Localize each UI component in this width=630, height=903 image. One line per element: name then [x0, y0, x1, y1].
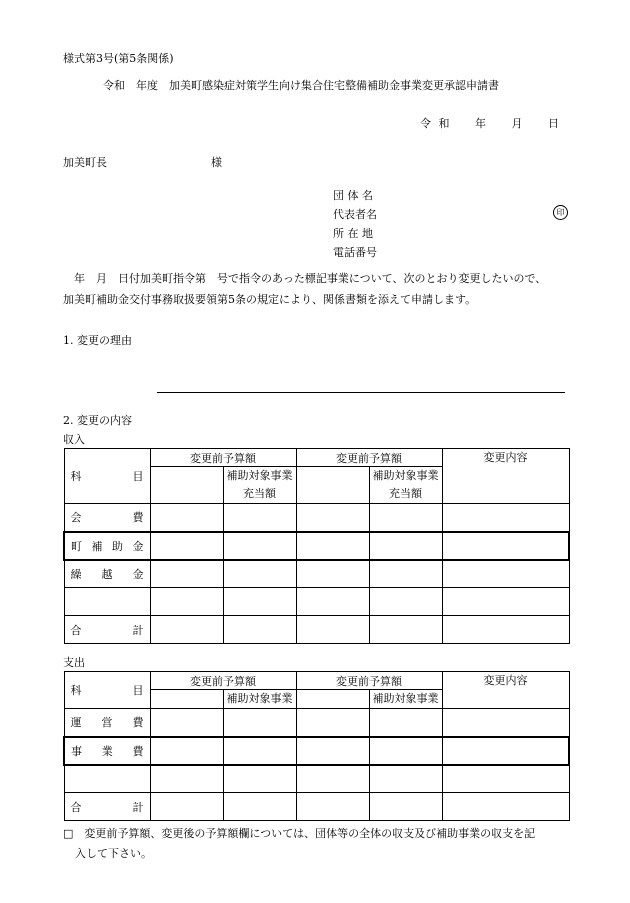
expense-before-total: [150, 690, 223, 709]
expense-cell[interactable]: [223, 793, 296, 821]
income-cell[interactable]: [442, 616, 569, 644]
expense-row-operation: [64, 709, 569, 737]
expense-cell[interactable]: [223, 709, 296, 737]
expense-cell[interactable]: [223, 737, 296, 765]
income-row-subsidy: [64, 532, 569, 560]
income-before-sub: 補助対象事業: [223, 467, 296, 486]
income-cell[interactable]: [369, 532, 442, 560]
expense-kamoku-header: 科 目: [64, 672, 150, 709]
expense-cell[interactable]: [442, 737, 569, 765]
expense-row-total: [64, 793, 569, 821]
expense-cell[interactable]: [150, 709, 223, 737]
expense-cell[interactable]: [296, 709, 369, 737]
addressee-name: 加美町長: [63, 156, 107, 169]
income-cell[interactable]: [223, 616, 296, 644]
expense-row-label: 運 営 費: [64, 709, 150, 737]
expense-row-label: 事 業 費: [64, 737, 150, 765]
expense-cell[interactable]: [369, 765, 442, 793]
expense-cell[interactable]: [442, 709, 569, 737]
expense-cell[interactable]: [223, 765, 296, 793]
reason-line: [157, 392, 565, 393]
section-change-reason: 1. 変更の理由: [63, 334, 132, 347]
expense-cell[interactable]: [442, 793, 569, 821]
footnote-line-1: □ 変更前予算額、変更後の予算額欄については、団体等の全体の収支及び補助事業の収支を記: [63, 827, 536, 840]
expense-cell[interactable]: [296, 765, 369, 793]
date-day: 日: [548, 117, 559, 130]
footnote: [63, 824, 535, 864]
applicant-block: [333, 186, 377, 262]
income-cell[interactable]: [369, 560, 442, 588]
expense-cell[interactable]: [442, 765, 569, 793]
income-cell[interactable]: [223, 504, 296, 532]
expense-row-project: [64, 737, 569, 765]
expense-content-header: 変更内容: [442, 672, 569, 709]
expense-before-header: 変更前予算額: [150, 672, 296, 690]
expense-table: [63, 671, 570, 821]
income-row-kaihi: [64, 504, 569, 532]
expense-after-total: [296, 690, 369, 709]
income-cell[interactable]: [296, 504, 369, 532]
addressee: [63, 154, 222, 170]
income-cell[interactable]: [296, 588, 369, 616]
income-before-sub2: 充当額: [223, 485, 296, 504]
income-cell[interactable]: [296, 532, 369, 560]
date-wa: 和: [438, 117, 450, 130]
income-after-total: [296, 467, 369, 504]
income-kamoku-header: 科 目: [64, 449, 150, 504]
income-row-blank: [64, 588, 569, 616]
date-year: 年: [475, 117, 486, 130]
document-title: 令和 年度 加美町感染症対策学生向け集合住宅整備補助金事業変更承認申請書: [103, 79, 499, 92]
income-cell[interactable]: [442, 588, 569, 616]
income-cell[interactable]: [369, 588, 442, 616]
expense-cell[interactable]: [369, 709, 442, 737]
income-cell[interactable]: [150, 532, 223, 560]
income-cell[interactable]: [64, 588, 150, 616]
income-table: [63, 448, 570, 644]
income-cell[interactable]: [223, 532, 296, 560]
expense-cell[interactable]: [150, 765, 223, 793]
income-cell[interactable]: [442, 504, 569, 532]
income-cell[interactable]: [296, 560, 369, 588]
income-cell[interactable]: [296, 616, 369, 644]
checkbox-icon: □: [63, 827, 74, 840]
expense-cell[interactable]: [369, 793, 442, 821]
income-cell[interactable]: [369, 616, 442, 644]
income-cell[interactable]: [150, 560, 223, 588]
expense-cell[interactable]: [150, 793, 223, 821]
form-number: 様式第3号(第5条関係): [63, 52, 174, 65]
applicant-phone-label: 電話番号: [333, 246, 377, 259]
date-month: 月: [511, 117, 523, 130]
date-rei: 令: [420, 117, 431, 130]
applicant-address-label: 所 在 地: [333, 227, 373, 240]
income-cell[interactable]: [150, 588, 223, 616]
income-row-carryover: [64, 560, 569, 588]
footnote-line-2: 入して下さい。: [75, 847, 152, 860]
income-content-header: 変更内容: [442, 449, 569, 504]
applicant-org-label: 団 体 名: [333, 189, 373, 202]
body-line-2: 加美町補助金交付事務取扱要領第5条の規定により、関係書類を添えて申請します。: [63, 293, 477, 306]
income-cell[interactable]: [150, 504, 223, 532]
applicant-rep-label: 代表者名: [333, 208, 377, 221]
income-row-label: 合 計: [64, 616, 150, 644]
date-line: [420, 115, 563, 131]
income-row-label: 会 費: [64, 504, 150, 532]
income-row-label: 繰 越 金: [64, 560, 150, 588]
income-row-label: 町 補 助 金: [64, 532, 150, 560]
expense-row-label: 合 計: [64, 793, 150, 821]
income-after-header: 変更前予算額: [296, 449, 442, 467]
section-change-content: 2. 変更の内容: [63, 414, 132, 427]
income-cell[interactable]: [223, 560, 296, 588]
income-cell[interactable]: [150, 616, 223, 644]
income-before-total: [150, 467, 223, 504]
income-cell[interactable]: [442, 560, 569, 588]
expense-row-blank: [64, 765, 569, 793]
expense-cell[interactable]: [150, 737, 223, 765]
body-line-1: 年 月 日付加美町指令第 号で指令のあった標記事業について、次のとおり変更したいので、: [74, 272, 547, 285]
addressee-honorific: 様: [211, 156, 222, 169]
body-text: [63, 268, 546, 310]
income-after-sub2: 充当額: [369, 485, 442, 504]
income-label: 収入: [63, 433, 85, 446]
income-after-sub: 補助対象事業: [369, 467, 442, 486]
income-row-total: [64, 616, 569, 644]
expense-cell[interactable]: [296, 793, 369, 821]
income-cell[interactable]: [369, 504, 442, 532]
expense-cell[interactable]: [296, 737, 369, 765]
expense-after-header: 変更前予算額: [296, 672, 442, 690]
seal-mark: 印: [553, 205, 568, 220]
expense-after-sub: 補助対象事業: [369, 690, 442, 709]
expense-before-sub: 補助対象事業: [223, 690, 296, 709]
income-cell[interactable]: [442, 532, 569, 560]
income-before-header: 変更前予算額: [150, 449, 296, 467]
income-cell[interactable]: [223, 588, 296, 616]
expense-cell[interactable]: [64, 765, 150, 793]
expense-label: 支出: [63, 656, 85, 669]
expense-cell[interactable]: [369, 737, 442, 765]
